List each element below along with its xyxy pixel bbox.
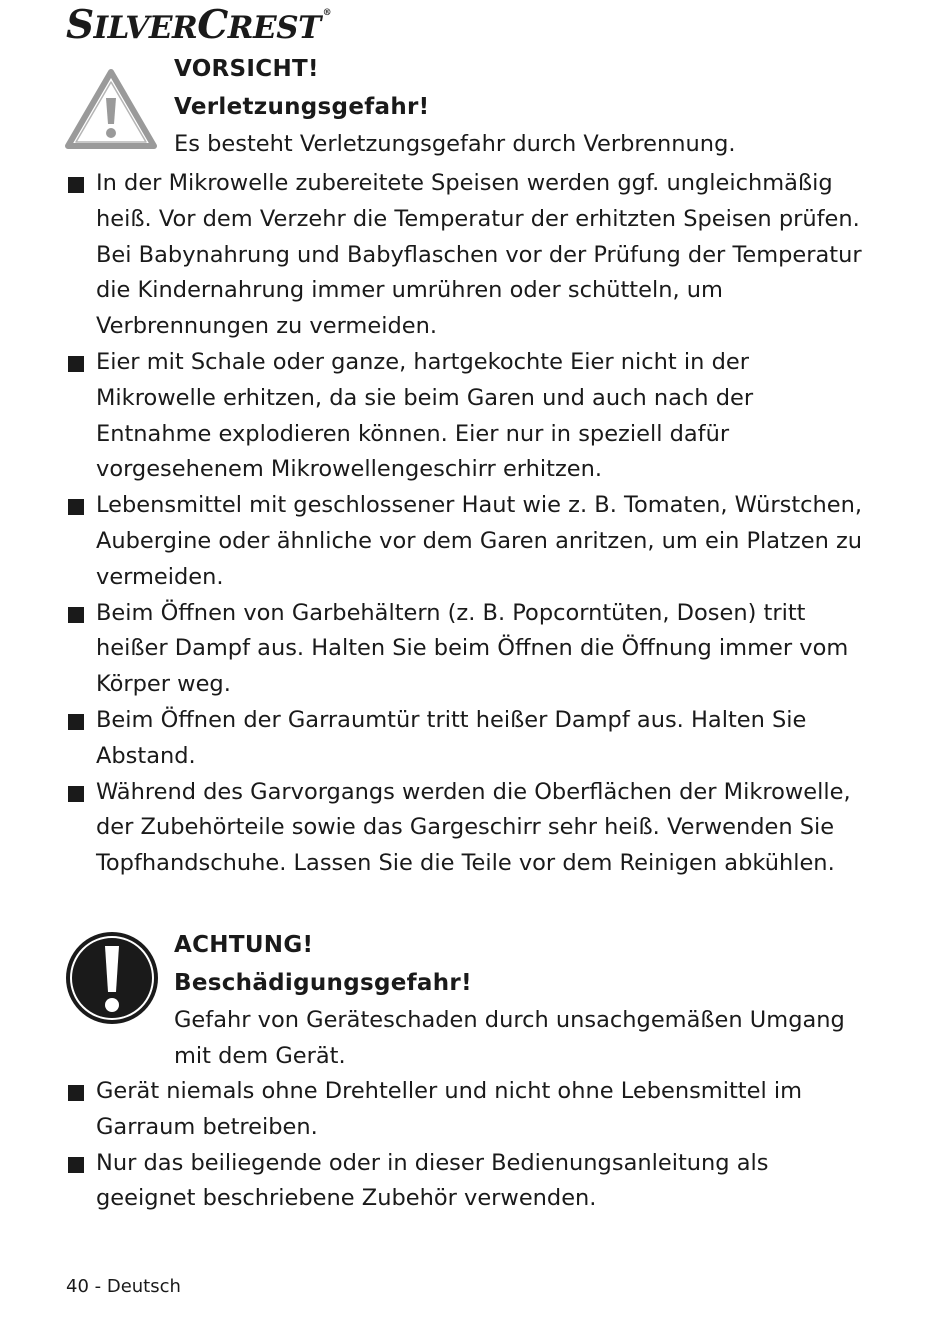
caution-notice xyxy=(64,50,884,162)
list-item: Eier mit Schale oder ganze, hartgekochte Eier nicht in der Mikrowelle erhitzen, da sie beim Garen und auch nach der Entnahme explodieren können. Eier nur in speziell dafür vorgesehenem Mikrowellengeschirr erhitzen. xyxy=(66,345,866,488)
attention-list xyxy=(66,1074,866,1217)
list-item: Beim Öffnen der Garraumtür tritt heißer Dampf aus. Halten Sie Abstand. xyxy=(66,703,866,775)
list-item: Nur das beiliegende oder in dieser Bedienungsanleitung als geeignet beschriebene Zubehör verwenden. xyxy=(66,1146,866,1218)
caution-subheading: Verletzungsgefahr! xyxy=(174,94,430,120)
list-item: Beim Öffnen von Garbehältern (z. B. Popcorntüten, Dosen) tritt heißer Dampf aus. Halten Sie beim Öffnen die Öffnung immer vom Körper weg. xyxy=(66,596,866,703)
list-item: Während des Garvorgangs werden die Oberflächen der Mikrowelle, der Zubehörteile sowie das Gargeschirr sehr heiß. Verwenden Sie Topfhandschuhe. Lassen Sie die Teile vor dem Reinigen abkühlen. xyxy=(66,775,866,882)
list-item: Lebensmittel mit geschlossener Haut wie z. B. Tomaten, Würstchen, Aubergine oder ähnliche vor dem Garen anritzen, um ein Platzen zu vermeiden. xyxy=(66,488,866,595)
brand-logo: SILVERCREST ® xyxy=(66,2,332,48)
attention-subheading: Beschädigungsgefahr! xyxy=(174,970,472,996)
caution-text: Es besteht Verletzungsgefahr durch Verbrennung. xyxy=(174,131,736,157)
attention-heading: ACHTUNG! xyxy=(174,932,314,958)
caution-list xyxy=(66,166,866,882)
attention-text: Gefahr von Geräteschaden durch unsachgemäßen Umgang mit dem Gerät. xyxy=(174,1007,845,1069)
list-item: In der Mikrowelle zubereitete Speisen werden ggf. ungleichmäßig heiß. Vor dem Verzehr die Temperatur der erhitzten Speisen prüfen. Bei Babynahrung und Babyflaschen vor der Prüfung der Temperatur die Kindernahrung immer umrühren oder schütteln, um Verbrennungen zu vermeiden. xyxy=(66,166,866,345)
page-number: 40 - Deutsch xyxy=(66,1276,181,1297)
list-item: Gerät niemals ohne Drehteller und nicht ohne Lebensmittel im Garraum betreiben. xyxy=(66,1074,866,1146)
warning-triangle-icon xyxy=(64,68,158,150)
attention-notice xyxy=(64,926,884,1074)
exclamation-circle-icon xyxy=(64,930,160,1026)
caution-heading: VORSICHT! xyxy=(174,56,319,82)
